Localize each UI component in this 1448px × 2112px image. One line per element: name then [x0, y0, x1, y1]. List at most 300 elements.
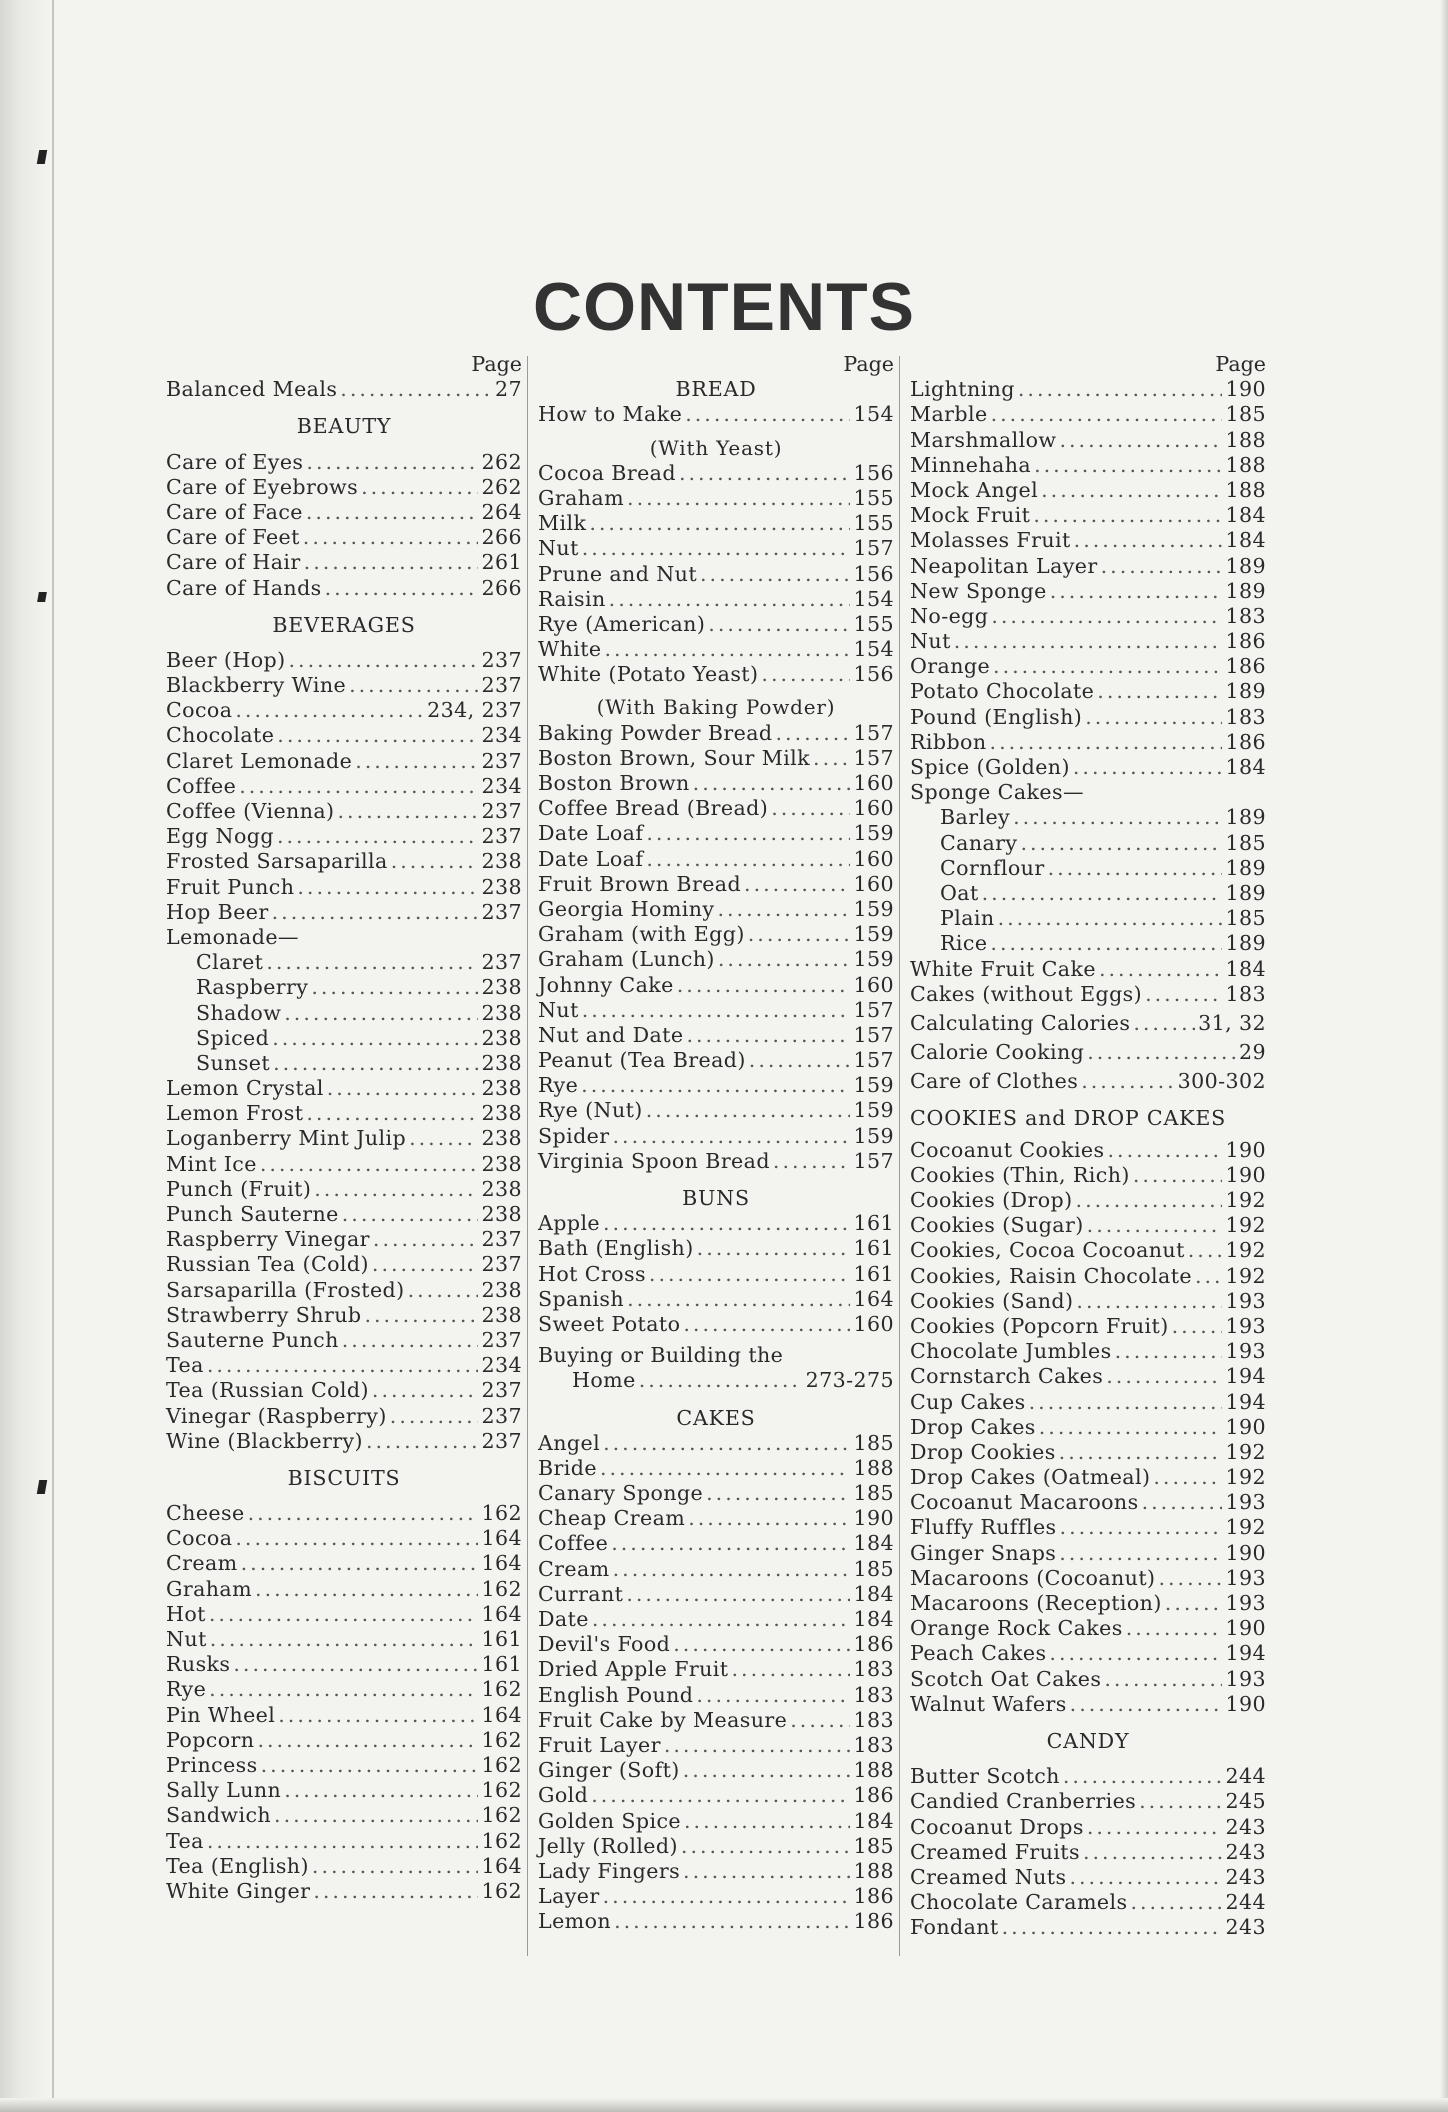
entry-page-number: 29: [1238, 1040, 1266, 1065]
entry-title: Blackberry Wine: [166, 673, 347, 698]
toc-entry: [910, 1566, 1266, 1591]
leader-dots: [776, 721, 851, 746]
toc-entry: [166, 1429, 522, 1454]
entry-page-number: 190: [1225, 1540, 1266, 1565]
entry-title: Fondant: [910, 1915, 999, 1940]
entry-title: Canary: [940, 830, 1018, 855]
section-heading: BISCUITS: [287, 1465, 401, 1490]
toc-entry: [910, 1314, 1266, 1339]
entry-page-number: 192: [1225, 1238, 1266, 1263]
leader-dots: [277, 723, 478, 748]
leader-dots: [1188, 1238, 1223, 1263]
toc-entry: [166, 1854, 522, 1879]
entry-title: Layer: [538, 1884, 600, 1909]
leader-dots: [1020, 831, 1222, 856]
leader-dots: [272, 900, 479, 925]
leader-dots: [1070, 1692, 1223, 1717]
entry-title: Cookies (Drop): [910, 1188, 1073, 1212]
leader-dots: [613, 1557, 851, 1582]
leader-dots: [210, 1627, 479, 1652]
section-heading: BREAD: [675, 377, 757, 402]
toc-entry: [910, 1865, 1266, 1890]
entry-title: Sauterne Punch: [166, 1327, 339, 1352]
toc-entry: [166, 1602, 522, 1627]
toc-subentry: [166, 950, 522, 975]
entry-page-number: 162: [481, 1501, 522, 1526]
entry-title: Angel: [538, 1430, 601, 1455]
entry-page-number: 27: [494, 377, 522, 402]
entry-title: Punch (Fruit): [166, 1176, 312, 1201]
leader-dots: [717, 897, 850, 922]
leader-dots: [697, 1236, 851, 1261]
page-column-label: Page: [843, 352, 894, 376]
entry-page-number: 244: [1225, 1764, 1266, 1789]
entry-title: Chocolate: [166, 723, 275, 748]
leader-dots: [581, 1073, 850, 1098]
entry-title: Care of Clothes: [910, 1069, 1079, 1094]
leader-dots: [313, 1879, 478, 1904]
entry-page-number: 162: [481, 1803, 522, 1828]
column-divider: [527, 356, 528, 1956]
entry-page-number: 160: [853, 846, 894, 871]
leader-dots: [261, 1753, 479, 1778]
entry-page-number: 189: [1225, 805, 1266, 830]
leader-dots: [304, 550, 479, 575]
leader-dots: [706, 1481, 850, 1506]
leader-dots: [1133, 1011, 1195, 1036]
toc-entry: [910, 1264, 1266, 1289]
entry-title: Tea (Russian Cold): [166, 1378, 369, 1403]
entry-page-number: 262: [481, 474, 522, 499]
entry-title: Marble: [910, 402, 988, 427]
entry-title: Ginger (Soft): [538, 1758, 680, 1783]
toc-entry: [538, 922, 894, 947]
toc-entry: [538, 1456, 894, 1481]
entry-page-number: 238: [481, 874, 522, 899]
toc-entry: [538, 1211, 894, 1236]
leader-dots: [1034, 453, 1222, 478]
toc-entry: [538, 847, 894, 872]
toc-entry: [166, 849, 522, 874]
entry-page-number: 192: [1225, 1213, 1266, 1238]
toc-entry: [538, 1287, 894, 1312]
toc-entry: [538, 1506, 894, 1531]
leader-dots: [589, 511, 850, 536]
toc-entry: [538, 536, 894, 561]
entry-page-number: 238: [481, 1050, 522, 1075]
leader-dots: [761, 662, 850, 687]
group-label: [166, 925, 522, 950]
entry-title: Nut: [538, 536, 579, 561]
leader-dots: [1018, 377, 1223, 402]
entry-title: Cakes (without Eggs): [910, 981, 1143, 1006]
toc-entry: [910, 1515, 1266, 1540]
leader-dots: [327, 1076, 479, 1101]
toc-entry: [166, 1728, 522, 1753]
entry-title: Fruit Punch: [166, 874, 295, 899]
toc-entry: [538, 1048, 894, 1073]
leader-dots: [1013, 805, 1222, 830]
entry-page-number: 189: [1225, 578, 1266, 603]
entry-page-number: 162: [481, 1727, 522, 1752]
entry-page-number: 234: [481, 773, 522, 798]
entry-page-number: 157: [853, 1022, 894, 1047]
entry-page-number: 190: [1225, 1162, 1266, 1187]
entry-title: Care of Face: [166, 499, 303, 524]
entry-title: Cocoanut Macaroons: [910, 1490, 1139, 1515]
entry-title: Rye: [166, 1677, 207, 1702]
entry-page-number: 157: [853, 1048, 894, 1073]
leader-dots: [748, 922, 851, 947]
entry-page-number: 164: [481, 1601, 522, 1626]
entry-page-number: 184: [853, 1581, 894, 1606]
leader-dots: [274, 1803, 478, 1828]
entry-page-number: 154: [853, 637, 894, 662]
entry-page-number: 160: [853, 1311, 894, 1336]
toc-entry: [910, 1138, 1266, 1163]
entry-page-number: 161: [853, 1236, 894, 1261]
toc-entry: [910, 1764, 1266, 1789]
entry-page-number: 185: [1225, 906, 1266, 931]
toc-entry: [910, 528, 1266, 553]
entry-title: Cocoa: [166, 1526, 233, 1551]
leader-dots: [1002, 1915, 1223, 1940]
entry-title: Beer (Hop): [166, 647, 286, 672]
toc-entry: [910, 1840, 1266, 1865]
leader-dots: [718, 947, 851, 972]
entry-title: Popcorn: [166, 1727, 255, 1752]
entry-title: New Sponge: [910, 578, 1047, 603]
leader-dots: [677, 973, 851, 998]
leader-dots: [342, 1328, 479, 1353]
entry-page-number: 159: [853, 922, 894, 947]
entry-title: Hot Cross: [538, 1261, 646, 1286]
entry-page-number: 234: [481, 723, 522, 748]
leader-dots: [325, 576, 479, 601]
entry-page-number: 238: [481, 1126, 522, 1151]
section-heading: BEAUTY: [296, 414, 392, 439]
entry-title: Calculating Calories: [910, 1010, 1131, 1035]
page-title: CONTENTS: [533, 269, 915, 345]
toc-entry: [166, 500, 522, 525]
entry-title: Fluffy Ruffles: [910, 1515, 1057, 1540]
entry-page-number: 186: [853, 1632, 894, 1657]
entry-title: Plain: [940, 906, 995, 931]
toc-entry: [166, 1202, 522, 1227]
toc-entry: [166, 1404, 522, 1429]
entry-title: No-egg: [910, 603, 989, 628]
leader-dots: [700, 562, 850, 587]
entry-page-number: 194: [1225, 1364, 1266, 1389]
contents-column-2: [538, 352, 894, 1934]
leader-dots: [990, 931, 1222, 956]
leader-dots: [614, 1909, 850, 1934]
leader-dots: [627, 486, 850, 511]
entry-page-number: 31, 32: [1198, 1010, 1266, 1035]
entry-page-number: 160: [853, 972, 894, 997]
entry-title: Mock Fruit: [910, 503, 1031, 528]
toc-entry: [538, 1124, 894, 1149]
entry-title: Sunset: [196, 1050, 271, 1075]
entry-title: Loganberry Mint Julip: [166, 1126, 407, 1151]
entry-title: Tea: [166, 1828, 204, 1853]
entry-page-number: 157: [853, 536, 894, 561]
entry-page-number: 261: [481, 550, 522, 575]
leader-dots: [284, 1001, 478, 1026]
entry-page-number: 189: [1225, 553, 1266, 578]
leader-dots: [1083, 1840, 1223, 1865]
entry-page-number: 156: [853, 460, 894, 485]
toc-entry: [910, 755, 1266, 780]
entry-title: Cream: [538, 1556, 610, 1581]
entry-page-number: 237: [481, 748, 522, 773]
leader-dots: [982, 881, 1223, 906]
entry-page-number: 262: [481, 449, 522, 474]
entry-page-number: 155: [853, 611, 894, 636]
leader-dots: [1087, 1815, 1223, 1840]
entry-page-number: 238: [481, 975, 522, 1000]
entry-title: Punch Sauterne: [166, 1202, 339, 1226]
toc-entry: [910, 1465, 1266, 1490]
entry-page-number: 162: [481, 1576, 522, 1601]
entry-title: Fruit Cake by Measure: [538, 1707, 788, 1732]
entry-page-number: 190: [853, 1506, 894, 1531]
leader-dots: [604, 637, 850, 662]
toc-entry: [538, 1909, 894, 1934]
entry-page-number: 154: [853, 586, 894, 611]
entry-title: Fruit Layer: [538, 1732, 661, 1757]
entry-title: Sandwich: [166, 1803, 272, 1828]
leader-dots: [998, 906, 1223, 931]
leader-dots: [771, 796, 850, 821]
section-heading: CAKES: [676, 1405, 756, 1430]
toc-entry: [910, 402, 1266, 427]
leader-dots: [749, 1048, 851, 1073]
entry-title: Orange: [910, 654, 991, 679]
entry-page-number: 237: [481, 1428, 522, 1453]
toc-entry: [166, 377, 522, 402]
leader-dots: [207, 1829, 479, 1854]
toc-entry: [166, 1577, 522, 1602]
entry-title: Jelly (Rolled): [538, 1833, 678, 1858]
toc-entry: [910, 1815, 1266, 1840]
leader-dots: [277, 824, 479, 849]
entry-page-number: 188: [853, 1758, 894, 1783]
toc-entry: [538, 612, 894, 637]
leader-dots: [591, 1783, 850, 1808]
leader-dots: [1172, 1314, 1223, 1339]
leader-dots: [1145, 982, 1222, 1007]
entry-title: Care of Feet: [166, 525, 300, 550]
leader-dots: [1115, 1339, 1223, 1364]
toc-entry: [166, 723, 522, 748]
entry-page-number: 190: [1225, 377, 1266, 402]
entry-title: Frosted Sarsaparilla: [166, 849, 388, 874]
entry-title: Rye: [538, 1073, 579, 1098]
leader-dots: [1041, 478, 1222, 503]
entry-title: Macaroons (Reception): [910, 1591, 1162, 1615]
toc-entry: [910, 604, 1266, 629]
entry-page-number: 237: [481, 899, 522, 924]
entry-title: Rye (American): [538, 611, 706, 636]
toc-entry: [538, 947, 894, 972]
entry-page-number: 159: [853, 947, 894, 972]
leader-dots: [664, 1733, 851, 1758]
toc-entry: [910, 377, 1266, 402]
entry-title: Walnut Wafers: [910, 1691, 1067, 1716]
page-column-label: Page: [471, 352, 522, 376]
entry-page-number: 264: [481, 499, 522, 524]
entry-title: Cookies, Raisin Chocolate: [910, 1263, 1192, 1288]
toc-subentry: [166, 1026, 522, 1051]
entry-title: Pound (English): [910, 704, 1083, 729]
leader-dots: [1076, 1289, 1222, 1314]
entry-title: Neapolitan Layer: [910, 553, 1098, 578]
leader-dots: [696, 1683, 850, 1708]
leader-dots: [372, 1378, 479, 1403]
entry-page-number: 193: [1225, 1490, 1266, 1515]
toc-entry: [166, 749, 522, 774]
entry-page-number: 164: [481, 1551, 522, 1576]
toc-entry: [910, 453, 1266, 478]
entry-title: Creamed Nuts: [910, 1864, 1067, 1889]
entry-title: Marshmallow: [910, 427, 1057, 452]
entry-page-number: 192: [1225, 1188, 1266, 1212]
toc-entry: [538, 1834, 894, 1859]
toc-entry: [538, 897, 894, 922]
toc-entry: [166, 1177, 522, 1202]
toc-entry: [910, 579, 1266, 604]
entry-title: Coffee: [166, 773, 237, 798]
entry-page-number: 188: [853, 1858, 894, 1883]
toc-entry: [538, 1607, 894, 1632]
toc-subentry: [910, 831, 1266, 856]
toc-entry: [538, 1149, 894, 1174]
toc-entry: [538, 1683, 894, 1708]
entry-page-number: 159: [853, 1073, 894, 1098]
leader-dots: [688, 1506, 850, 1531]
entry-page-number: 234, 237: [427, 698, 522, 723]
toc-entry: [910, 1641, 1266, 1666]
leader-dots: [1076, 1188, 1223, 1213]
leader-dots: [603, 1431, 850, 1456]
leader-dots: [693, 771, 851, 796]
entry-title: Rusks: [166, 1652, 231, 1677]
toc-entry: [166, 1501, 522, 1526]
entry-title: Georgia Hominy: [538, 896, 715, 921]
entry-title: Vinegar (Raspberry): [166, 1403, 387, 1428]
entry-page-number: 184: [1225, 755, 1266, 779]
toc-subentry: [910, 906, 1266, 931]
entry-page-number: 157: [853, 745, 894, 770]
entry-page-number: 162: [481, 1878, 522, 1903]
entry-page-number: 237: [481, 1378, 522, 1403]
entry-title: Buying or Building the: [538, 1343, 784, 1368]
entry-page-number: 190: [1225, 1137, 1266, 1162]
entry-title: Mint Ice: [166, 1151, 257, 1176]
entry-page-number: 159: [853, 1098, 894, 1123]
toc-entry: [166, 824, 522, 849]
entry-title: Graham: [538, 485, 625, 510]
toc-entry: [910, 1011, 1266, 1036]
entry-title: Raisin: [538, 586, 606, 611]
entry-title: Butter Scotch: [910, 1764, 1060, 1789]
entry-page-number: 238: [481, 1151, 522, 1176]
entry-page-number: 234: [481, 1353, 522, 1378]
section-heading: CANDY: [1046, 1728, 1130, 1753]
toc-entry: [166, 1378, 522, 1403]
entry-title: Coffee Bread (Bread): [538, 796, 769, 821]
entry-page-number: 184: [853, 1531, 894, 1556]
toc-entry: [910, 982, 1266, 1007]
entry-title: Bath (English): [538, 1236, 694, 1261]
leader-dots: [686, 1023, 850, 1048]
leader-dots: [1033, 503, 1222, 528]
leader-dots: [603, 1211, 850, 1236]
entry-title: Cookies, Cocoa Cocoanut: [910, 1238, 1185, 1263]
entry-page-number: 193: [1225, 1666, 1266, 1691]
toc-subentry: [166, 1001, 522, 1026]
entry-title: Coffee: [538, 1531, 609, 1556]
entry-page-number: 237: [481, 1327, 522, 1352]
leader-dots: [391, 849, 479, 874]
entry-title: Devil's Food: [538, 1632, 671, 1657]
entry-title: Care of Eyebrows: [166, 474, 359, 499]
leader-dots: [1029, 1390, 1223, 1415]
section-heading: BEVERAGES: [272, 612, 416, 637]
leader-dots: [639, 1368, 803, 1393]
entry-title: White (Potato Yeast): [538, 662, 759, 687]
leader-dots: [235, 1526, 478, 1551]
leader-dots: [1063, 1764, 1223, 1789]
entry-title: Scotch Oat Cakes: [910, 1666, 1102, 1691]
entry-title: Care of Eyes: [166, 449, 304, 474]
entry-page-number: 161: [481, 1627, 522, 1651]
entry-title: Cocoanut Cookies: [910, 1137, 1105, 1162]
entry-title: Potato Chocolate: [910, 679, 1095, 704]
toc-entry: [538, 872, 894, 897]
leader-dots: [1073, 755, 1223, 780]
leader-dots: [1048, 856, 1223, 881]
toc-entry: [538, 1733, 894, 1758]
toc-subentry: [910, 805, 1266, 830]
entry-title: Egg Nogg: [166, 824, 274, 849]
entry-title: Candied Cranberries: [910, 1789, 1137, 1814]
entry-title: Date: [538, 1607, 589, 1631]
entry-page-number: 193: [1225, 1288, 1266, 1313]
entry-page-number: 185: [853, 1481, 894, 1506]
entry-page-number: 192: [1225, 1263, 1266, 1288]
leader-dots: [626, 1582, 850, 1607]
entry-page-number: 186: [1225, 729, 1266, 754]
leader-dots: [991, 604, 1222, 629]
toc-entry: [166, 576, 522, 601]
leader-dots: [646, 1098, 851, 1123]
leader-dots: [297, 875, 478, 900]
toc-entry: [166, 1278, 522, 1303]
leader-dots: [366, 1429, 479, 1454]
entry-title: Drop Cookies: [910, 1439, 1056, 1464]
entry-page-number: 164: [481, 1526, 522, 1551]
entry-title: Nut: [910, 629, 951, 654]
toc-entry: [166, 1879, 522, 1904]
toc-entry: [166, 1252, 522, 1277]
toc-entry: [910, 679, 1266, 704]
toc-entry: [166, 698, 522, 723]
entry-title: Johnny Cake: [538, 972, 674, 997]
toc-entry: [538, 1312, 894, 1337]
entry-title: Strawberry Shrub: [166, 1302, 362, 1327]
